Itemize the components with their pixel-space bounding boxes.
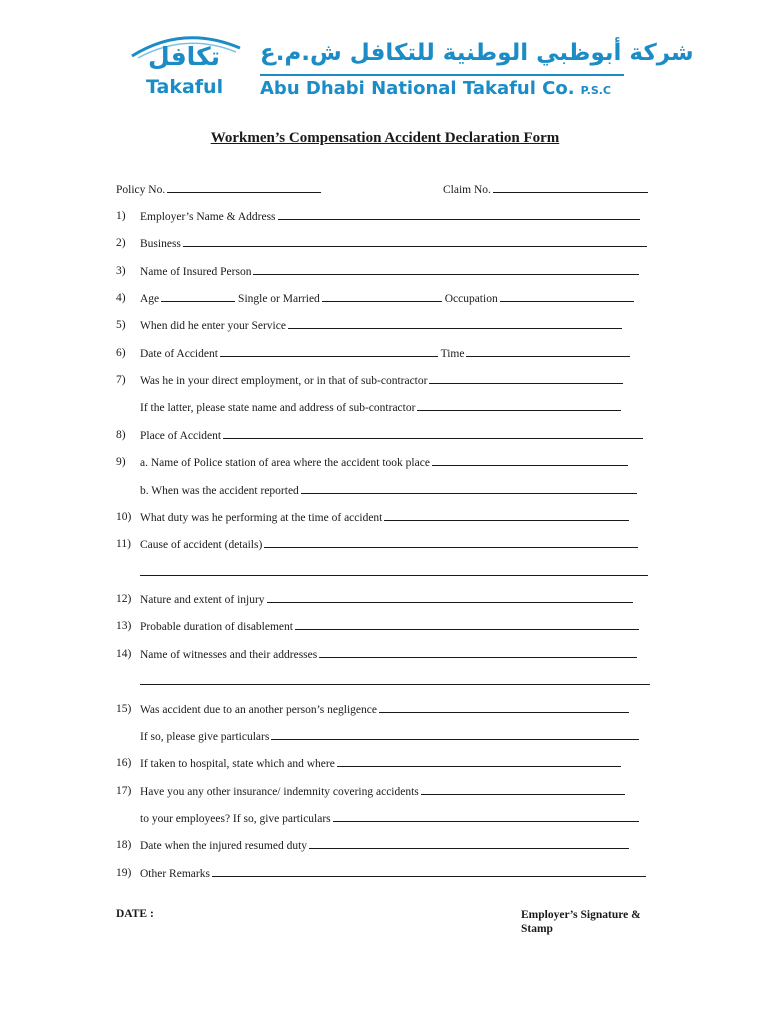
witnesses-continued-field[interactable] <box>140 674 650 685</box>
accident-time-field[interactable] <box>466 346 630 357</box>
field-label: a. Name of Police station of area where the accident took place <box>140 457 430 469</box>
field-label: What duty was he performing at the time of accident <box>140 512 383 524</box>
occupation-field[interactable] <box>500 291 634 302</box>
negligence-field[interactable] <box>379 702 629 713</box>
form-line <box>140 428 643 443</box>
injury-field[interactable] <box>267 592 633 603</box>
item-number: 11) <box>116 538 131 550</box>
date-label: DATE : <box>116 908 154 920</box>
form-line <box>140 838 629 853</box>
insured-person-field[interactable] <box>253 264 639 275</box>
police-station-field[interactable] <box>432 455 628 466</box>
field-label: Name of witnesses and their addresses <box>140 649 318 661</box>
field-label: Probable duration of disablement <box>140 621 293 633</box>
field-label: Other Remarks <box>140 868 210 880</box>
policy-number-row <box>116 182 321 197</box>
form-line <box>140 264 639 279</box>
item-number: 12) <box>116 593 132 605</box>
logo-english-company <box>260 78 611 99</box>
field-label: Was he in your direct employment, or in that of sub-contractor <box>140 375 428 387</box>
form-line <box>140 455 628 470</box>
accident-place-field[interactable] <box>223 428 643 439</box>
form-title: Workmen’s Compensation Accident Declaration Form <box>210 130 560 146</box>
item-number: 2) <box>116 237 126 249</box>
form-line <box>140 702 629 717</box>
form-line <box>140 346 630 361</box>
item-number: 3) <box>116 265 126 277</box>
field-label: When did he enter your Service <box>140 320 286 332</box>
form-line <box>140 647 637 662</box>
accident-date-field[interactable] <box>220 346 438 357</box>
other-remarks-field[interactable] <box>212 866 646 877</box>
form-line <box>140 756 621 771</box>
policy-number-field[interactable] <box>167 182 321 193</box>
field-label: Date when the injured resumed duty <box>140 840 308 852</box>
form-line <box>140 510 629 525</box>
employer-name-address-field[interactable] <box>278 209 640 220</box>
logo-arabic-short: تكافل <box>148 42 220 71</box>
item-number: 10) <box>116 511 132 523</box>
field-label: to your employees? If so, give particulars <box>140 813 331 825</box>
employer-signature-label: Employer’s Signature & Stamp <box>521 909 641 935</box>
form-line <box>140 674 650 689</box>
claim-number-row <box>443 182 648 197</box>
form-line <box>140 236 647 251</box>
item-number: 8) <box>116 429 126 441</box>
item-number: 5) <box>116 319 126 331</box>
service-start-field[interactable] <box>288 318 622 329</box>
logo-psc: P.S.C <box>580 84 611 97</box>
field-label: Employer’s Name & Address <box>140 211 276 223</box>
logo-divider <box>260 74 624 76</box>
item-number: 15) <box>116 703 132 715</box>
employment-type-field[interactable] <box>429 373 623 384</box>
field-label: Cause of accident (details) <box>140 539 263 551</box>
form-line <box>140 866 646 881</box>
form-line <box>140 318 622 333</box>
field-label: Business <box>140 238 181 250</box>
subcontractor-field[interactable] <box>417 400 621 411</box>
date-accident-label: Date of Accident <box>140 348 218 360</box>
form-line <box>140 537 638 552</box>
form-line <box>140 565 648 580</box>
claim-number-field[interactable] <box>493 182 648 193</box>
form-line <box>140 811 639 826</box>
field-label: Nature and extent of injury <box>140 594 265 606</box>
disablement-field[interactable] <box>295 619 639 630</box>
policy-label: Policy No. <box>116 184 166 196</box>
item-number: 16) <box>116 757 132 769</box>
form-line <box>140 592 633 607</box>
marital-label: Single or Married <box>238 293 320 305</box>
negligence-particulars-field[interactable] <box>271 729 639 740</box>
form-line <box>140 619 639 634</box>
report-time-field[interactable] <box>301 483 637 494</box>
item-number: 4) <box>116 292 126 304</box>
form-line <box>140 291 634 306</box>
field-label: Was accident due to an another person’s negligence <box>140 704 377 716</box>
time-label: Time <box>440 348 465 360</box>
item-number: 7) <box>116 374 126 386</box>
field-label: If taken to hospital, state which and where <box>140 758 335 770</box>
field-label: Place of Accident <box>140 430 222 442</box>
item-number: 17) <box>116 785 132 797</box>
item-number: 18) <box>116 839 132 851</box>
item-number: 6) <box>116 347 126 359</box>
form-line <box>140 729 639 744</box>
logo-arabic-company: شركة أبوظبي الوطنية للتكافل ش.م.ع <box>260 40 694 66</box>
age-label: Age <box>140 293 160 305</box>
form-line <box>140 400 621 415</box>
field-label: Have you any other insurance/ indemnity covering accidents <box>140 786 419 798</box>
item-number: 9) <box>116 456 126 468</box>
item-number: 19) <box>116 867 132 879</box>
other-insurance-particulars-field[interactable] <box>333 811 639 822</box>
form-line <box>140 373 623 388</box>
claim-label: Claim No. <box>443 184 491 196</box>
other-insurance-field[interactable] <box>421 784 625 795</box>
duty-field[interactable] <box>384 510 629 521</box>
field-label: b. When was the accident reported <box>140 485 299 497</box>
logo-company-name: Abu Dhabi National Takaful Co. <box>260 78 575 99</box>
form-line <box>140 483 637 498</box>
resumed-duty-field[interactable] <box>309 838 629 849</box>
field-label: If the latter, please state name and address of sub-contractor <box>140 402 416 414</box>
witnesses-field[interactable] <box>319 647 637 658</box>
form-line <box>140 209 640 224</box>
business-field[interactable] <box>183 236 647 247</box>
field-label: If so, please give particulars <box>140 731 270 743</box>
accident-cause-field[interactable] <box>264 537 638 548</box>
item-number: 13) <box>116 620 132 632</box>
company-logo <box>128 30 694 102</box>
form-line <box>140 784 625 799</box>
marital-status-field[interactable] <box>322 291 442 302</box>
hospital-field[interactable] <box>337 756 621 767</box>
field-label: Name of Insured Person <box>140 266 252 278</box>
item-number: 1) <box>116 210 126 222</box>
accident-cause-continued-field[interactable] <box>140 565 648 576</box>
age-field[interactable] <box>161 291 235 302</box>
occupation-label: Occupation <box>444 293 498 305</box>
logo-english-short: Takaful <box>146 76 224 98</box>
item-number: 14) <box>116 648 132 660</box>
